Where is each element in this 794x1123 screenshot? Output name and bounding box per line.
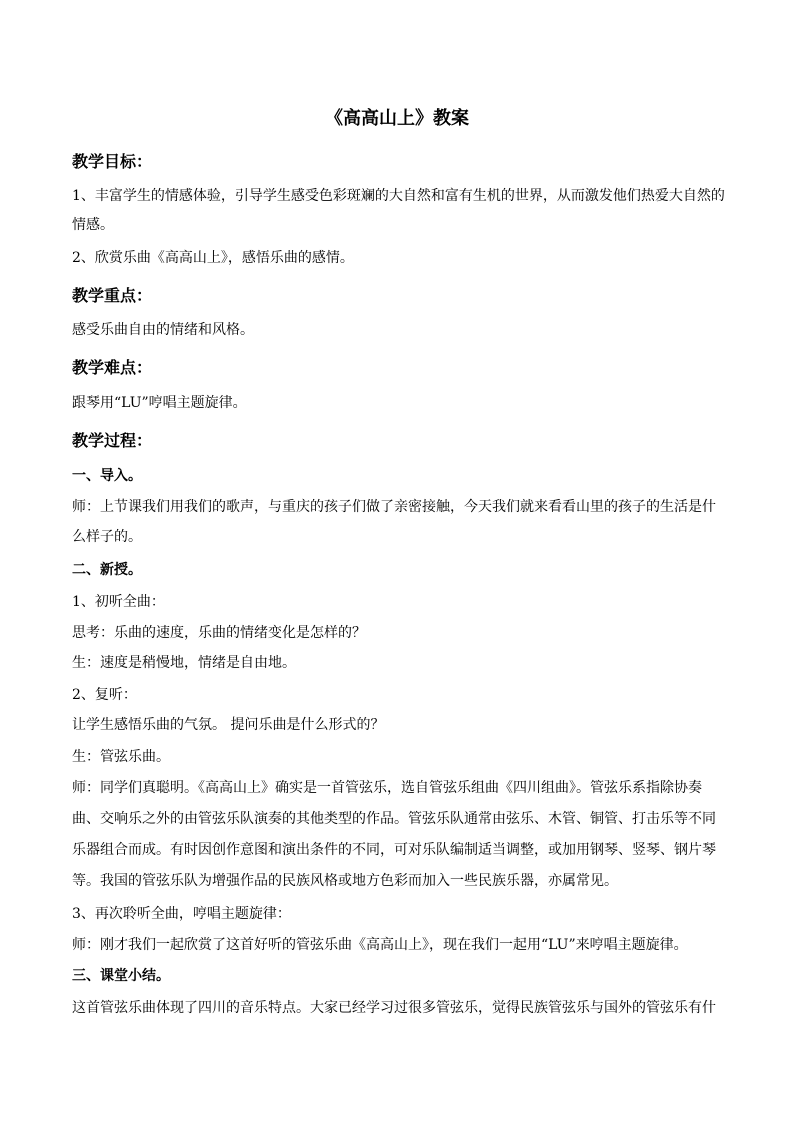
step-1-answer: 生：速度是稍慢地，情绪是自由地。: [72, 655, 296, 671]
difficulty-text: 跟琴用“LU”哼唱主题旋律。: [72, 395, 247, 411]
step-2-title: 2、复听：: [72, 687, 137, 703]
step-3-title: 3、再次聆听全曲，哼唱主题旋律：: [72, 906, 291, 922]
process-heading: 教学过程：: [72, 431, 153, 450]
intro-text-line-1: 师：上节课我们用我们的歌声，与重庆的孩子们做了亲密接触，今天我们就来看看山里的孩子的生活是什: [72, 499, 716, 515]
goal-item-2: 2、欣赏乐曲《高高山上》，感悟乐曲的感情。: [72, 250, 354, 266]
step-2-answer: 生：管弦乐曲。: [72, 749, 170, 765]
intro-text-line-2: 么样子的。: [72, 529, 142, 545]
step-2-teacher-line-1: 师：同学们真聪明。《高高山上》确实是一首管弦乐，选自管弦乐组曲《四川组曲》。管弦乐系指除协奏: [72, 780, 702, 796]
goals-heading: 教学目标：: [72, 152, 153, 171]
key-point-heading: 教学重点：: [72, 286, 153, 305]
step-1-question: 思考：乐曲的速度，乐曲的情绪变化是怎样的？: [72, 625, 366, 641]
summary-heading: 三、课堂小结。: [72, 968, 170, 984]
step-2-question: 让学生感悟乐曲的气氛。 提问乐曲是什么形式的？: [72, 717, 385, 733]
key-point-text: 感受乐曲自由的情绪和风格。: [72, 322, 254, 338]
step-2-teacher-line-4: 等。我国的管弦乐队为增强作品的民族风格或地方色彩而加入一些民族乐器，亦属常见。: [72, 873, 618, 889]
step-2-teacher-line-3: 乐器组合而成。有时因创作意图和演出条件的不同，可对乐队编制适当调整，或加用钢琴、竖琴、钢片琴: [72, 842, 716, 858]
page-title: 《高高山上》教案: [325, 108, 469, 129]
summary-text-line-1: 这首管弦乐曲体现了四川的音乐特点。大家已经学习过很多管弦乐，觉得民族管弦乐与国外的管弦乐有什: [72, 1000, 716, 1016]
intro-heading: 一、导入。: [72, 468, 142, 484]
difficulty-heading: 教学难点：: [72, 358, 153, 377]
step-2-teacher-line-2: 曲、交响乐之外的由管弦乐队演奏的其他类型的作品。管弦乐队通常由弦乐、木管、铜管、打击乐等不同: [72, 811, 716, 827]
new-lesson-heading: 二、新授。: [72, 562, 142, 578]
step-1-title: 1、初听全曲：: [72, 594, 165, 610]
goal-item-1-line-2: 情感。: [72, 217, 114, 233]
goal-item-1-line-1: 1、丰富学生的情感体验，引导学生感受色彩斑斓的大自然和富有生机的世界，从而激发他们热爱大自然的: [72, 188, 725, 204]
step-3-teacher: 师：刚才我们一起欣赏了这首好听的管弦乐曲《高高山上》，现在我们一起用“LU”来哼唱主题旋律。: [72, 937, 688, 953]
